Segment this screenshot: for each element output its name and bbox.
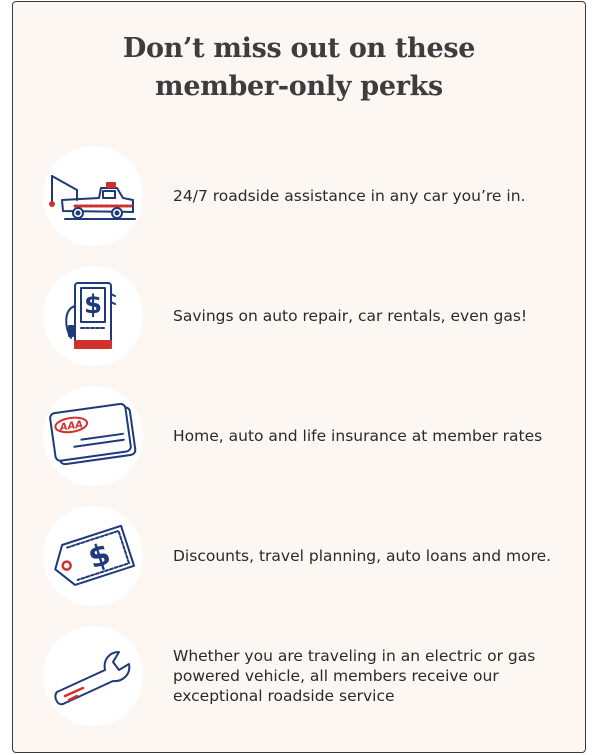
title-line-1: Don’t miss out on these	[122, 33, 476, 64]
perk-item-savings	[43, 266, 573, 366]
svg-text:$: $	[83, 290, 103, 320]
perk-item-service	[43, 626, 573, 726]
membership-card-icon	[43, 386, 143, 486]
perk-text: Home, auto and life insurance at member rates	[173, 427, 543, 445]
perk-item-roadside	[43, 146, 573, 246]
perk-text: Whether you are traveling in an electric or gas powered vehicle, all members receive our exceptional roadside service	[173, 647, 536, 705]
perk-text: Savings on auto repair, car rentals, even gas!	[173, 307, 528, 325]
wrench-icon	[43, 626, 143, 726]
tow-truck-icon	[43, 146, 143, 246]
perk-text: 24/7 roadside assistance in any car you’re in.	[173, 187, 526, 205]
perk-text: Discounts, travel planning, auto loans and more.	[173, 547, 552, 565]
perk-item-insurance	[43, 386, 573, 486]
perk-item-discounts	[43, 506, 573, 606]
gas-pump-icon	[43, 266, 143, 366]
title-line-2: member-only perks	[155, 71, 443, 102]
aaa-logo-text: AAA	[59, 419, 84, 434]
page-title	[13, 30, 585, 106]
price-tag-icon	[43, 506, 143, 606]
perks-card	[12, 1, 586, 753]
svg-text:$: $	[84, 536, 115, 577]
